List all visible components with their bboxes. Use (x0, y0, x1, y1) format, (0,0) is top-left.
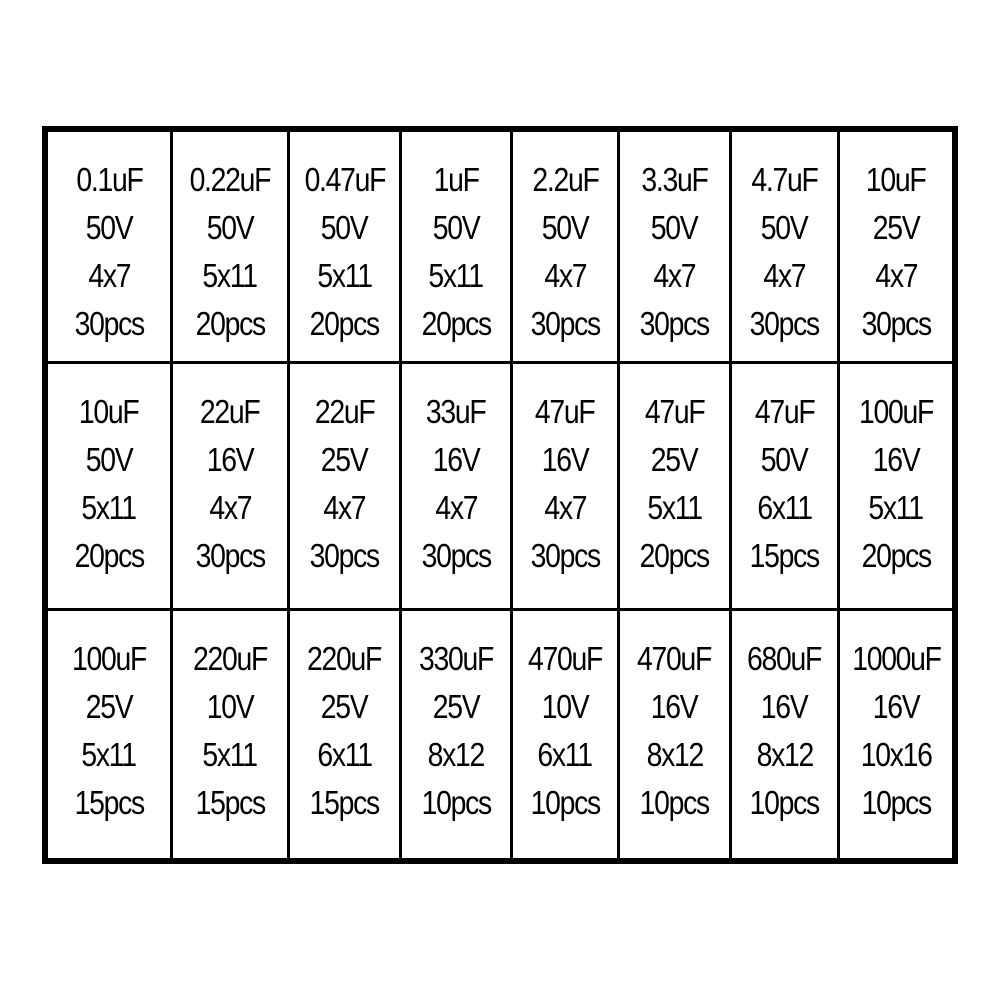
capacitance-value: 100uF (71, 640, 147, 677)
table-cell (840, 611, 952, 858)
size-value: 5x11 (202, 736, 258, 773)
table-cell (402, 132, 513, 364)
voltage-value: 16V (206, 441, 254, 478)
capacitance-value: 100uF (858, 393, 934, 430)
quantity-value: 10pcs (530, 784, 600, 821)
table-cell (840, 364, 952, 611)
size-value: 8x12 (427, 736, 485, 773)
capacitance-value: 33uF (426, 393, 486, 430)
size-value: 6x11 (317, 736, 372, 773)
voltage-value: 10V (541, 688, 589, 725)
quantity-value: 30pcs (195, 537, 265, 574)
quantity-value: 30pcs (421, 537, 491, 574)
size-value: 4x7 (653, 257, 696, 294)
table-cell (48, 132, 173, 364)
capacitance-value: 10uF (79, 393, 139, 430)
quantity-value: 30pcs (74, 305, 144, 342)
capacitance-value: 4.7uF (751, 161, 818, 198)
quantity-value: 30pcs (530, 537, 600, 574)
size-value: 5x11 (647, 489, 702, 526)
quantity-value: 20pcs (309, 305, 380, 342)
voltage-value: 25V (321, 441, 368, 478)
size-value: 5x11 (81, 489, 137, 526)
voltage-value: 25V (872, 209, 920, 246)
quantity-value: 15pcs (309, 784, 380, 821)
size-value: 4x7 (323, 489, 366, 526)
table-cell (620, 611, 732, 858)
table-cell (173, 132, 290, 364)
capacitance-value: 470uF (637, 640, 712, 677)
quantity-value: 10pcs (421, 784, 491, 821)
quantity-value: 15pcs (74, 784, 144, 821)
table-cell (513, 132, 620, 364)
capacitance-value: 3.3uF (641, 161, 708, 198)
quantity-value: 20pcs (195, 305, 265, 342)
quantity-value: 30pcs (530, 305, 600, 342)
capacitance-value: 10uF (866, 161, 926, 198)
capacitance-value: 220uF (192, 640, 268, 677)
capacitance-value: 0.1uF (75, 161, 143, 198)
capacitance-value: 330uF (418, 640, 494, 677)
capacitance-value: 22uF (200, 393, 260, 430)
quantity-value: 20pcs (639, 537, 710, 574)
voltage-value: 16V (651, 688, 698, 725)
table-cell (290, 364, 402, 611)
voltage-value: 50V (651, 209, 698, 246)
size-value: 5x11 (428, 257, 484, 294)
capacitance-value: 0.22uF (189, 161, 271, 198)
size-value: 5x11 (317, 257, 372, 294)
table-cell (173, 611, 290, 858)
capacitance-value: 47uF (754, 393, 815, 430)
voltage-value: 50V (541, 209, 589, 246)
quantity-value: 10pcs (639, 784, 710, 821)
voltage-value: 16V (761, 688, 808, 725)
quantity-value: 30pcs (309, 537, 380, 574)
table-cell (732, 364, 840, 611)
voltage-value: 16V (432, 441, 480, 478)
voltage-value: 25V (432, 688, 480, 725)
size-value: 4x7 (209, 489, 251, 526)
capacitance-value: 680uF (747, 640, 822, 677)
capacitance-value: 47uF (535, 393, 595, 430)
table-cell (290, 611, 402, 858)
voltage-value: 25V (85, 688, 133, 725)
quantity-value: 15pcs (195, 784, 265, 821)
size-value: 4x7 (435, 489, 477, 526)
voltage-value: 50V (206, 209, 254, 246)
table-cell (620, 132, 732, 364)
size-value: 8x12 (756, 736, 813, 773)
capacitance-value: 0.47uF (304, 161, 385, 198)
size-value: 4x7 (875, 257, 917, 294)
size-value: 6x11 (757, 489, 812, 526)
capacitance-value: 1000uF (851, 640, 941, 677)
voltage-value: 16V (541, 441, 589, 478)
table-cell (402, 611, 513, 858)
voltage-value: 16V (872, 688, 920, 725)
size-value: 5x11 (868, 489, 924, 526)
capacitance-value: 470uF (527, 640, 603, 677)
voltage-value: 50V (85, 441, 133, 478)
quantity-value: 20pcs (421, 305, 491, 342)
capacitance-value: 47uF (644, 393, 705, 430)
voltage-value: 50V (761, 441, 808, 478)
size-value: 8x12 (646, 736, 703, 773)
voltage-value: 10V (206, 688, 254, 725)
table-cell (173, 364, 290, 611)
table-cell (402, 364, 513, 611)
quantity-value: 30pcs (749, 305, 820, 342)
quantity-value: 20pcs (861, 537, 931, 574)
capacitance-value: 220uF (307, 640, 382, 677)
size-value: 4x7 (763, 257, 806, 294)
table-cell (513, 364, 620, 611)
voltage-value: 50V (85, 209, 133, 246)
quantity-value: 30pcs (639, 305, 710, 342)
voltage-value: 50V (432, 209, 480, 246)
quantity-value: 10pcs (861, 784, 931, 821)
voltage-value: 16V (872, 441, 920, 478)
capacitance-value: 1uF (433, 161, 479, 198)
size-value: 6x11 (537, 736, 593, 773)
table-cell (840, 132, 952, 364)
table-cell (48, 364, 173, 611)
size-value: 10x16 (860, 736, 932, 773)
capacitor-assortment-table (42, 126, 958, 864)
table-cell (513, 611, 620, 858)
table-cell (290, 132, 402, 364)
table-cell (732, 132, 840, 364)
size-value: 5x11 (81, 736, 137, 773)
size-value: 5x11 (202, 257, 258, 294)
quantity-value: 30pcs (861, 305, 931, 342)
voltage-value: 50V (321, 209, 368, 246)
voltage-value: 50V (761, 209, 808, 246)
table-cell (732, 611, 840, 858)
table-cell (48, 611, 173, 858)
size-value: 4x7 (88, 257, 130, 294)
table-cell (620, 364, 732, 611)
quantity-value: 20pcs (74, 537, 144, 574)
quantity-value: 15pcs (749, 537, 820, 574)
voltage-value: 25V (651, 441, 698, 478)
size-value: 4x7 (544, 489, 586, 526)
quantity-value: 10pcs (749, 784, 820, 821)
size-value: 4x7 (544, 257, 586, 294)
capacitance-value: 2.2uF (531, 161, 599, 198)
voltage-value: 25V (321, 688, 368, 725)
capacitance-value: 22uF (314, 393, 375, 430)
